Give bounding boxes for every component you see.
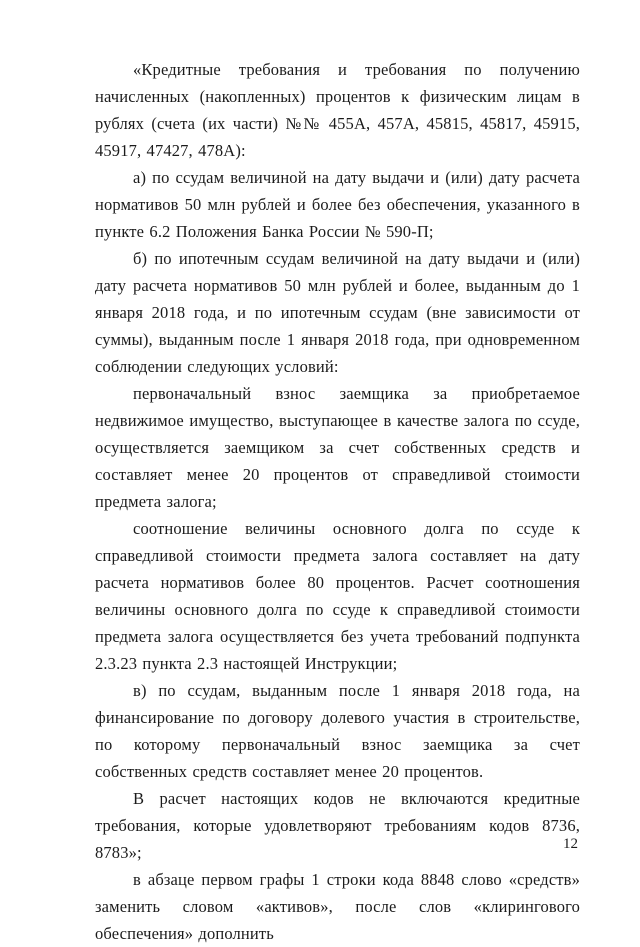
paragraph: В расчет настоящих кодов не включаются кредитные требования, которые удовлетворяют требованиям кодов 8736, 8783»;: [95, 789, 580, 862]
paragraph: в) по ссудам, выданным после 1 января 2018 года, на финансирование по договору долевого участия в строительстве, по которому первоначальный взнос заемщика за счет собственных средств составляет менее 20 процентов.: [95, 681, 580, 781]
paragraph: б) по ипотечным ссудам величиной на дату выдачи и (или) дату расчета нормативов 50 млн рублей и более, выданным до 1 января 2018 года, и по ипотечным ссудам (вне зависимости от суммы), выданным после 1 января 2018 года, при одновременном соблюдении следующих условий:: [95, 249, 580, 376]
paragraph: а) по ссудам величиной на дату выдачи и (или) дату расчета нормативов 50 млн рублей и более без обеспечения, указанного в пункте 6.2 Положения Банка России № 590-П;: [95, 168, 580, 241]
document-body: [95, 56, 580, 947]
paragraph: «Кредитные требования и требования по получению начисленных (накопленных) процентов к физическим лицам в рублях (счета (их части) №№ 455А, 457А, 45815, 45817, 45915, 45917, 47427, 478А):: [95, 60, 580, 160]
page-number: 12: [563, 836, 578, 852]
paragraph: первоначальный взнос заемщика за приобретаемое недвижимое имущество, выступающее в качестве залога по ссуде, осуществляется заемщиком за счет собственных средств и составляет менее 20 процентов от справедливой стоимости предмета залога;: [95, 384, 580, 511]
paragraph: в абзаце первом графы 1 строки кода 8848 слово «средств» заменить словом «активов», после слов «клирингового обеспечения» дополнить: [95, 870, 580, 943]
paragraph: соотношение величины основного долга по ссуде к справедливой стоимости предмета залога составляет на дату расчета нормативов более 80 процентов. Расчет соотношения величины основного долга по ссуде к справедливой стоимости предмета залога осуществляется без учета требований подпункта 2.3.23 пункта 2.3 настоящей Инструкции;: [95, 519, 580, 673]
